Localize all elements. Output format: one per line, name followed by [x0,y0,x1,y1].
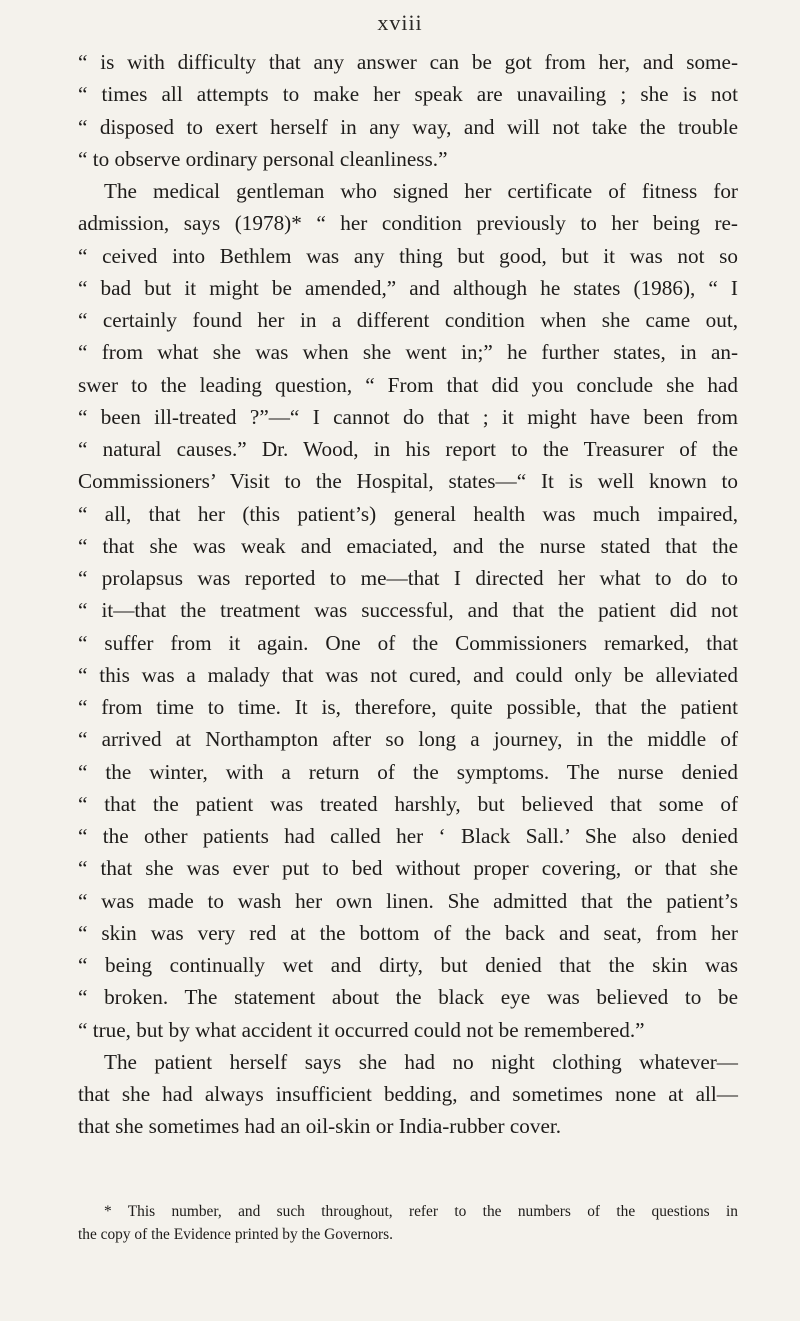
text-line: “ times all attempts to make her speak are unavailing ; she is not [78,82,738,107]
text-line: “ to observe ordinary personal cleanliness.” [78,146,448,171]
footnote [78,1200,738,1246]
text-line: “ that the patient was treated harshly, but believed that some of [78,791,738,816]
text-line: “ bad but it might be amended,” and although he states (1986), “ I [78,275,738,300]
text-line: “ prolapsus was reported to me—that I directed her what to do to [78,566,738,590]
text-line: The patient herself says she had no night clothing whatever— [104,1049,738,1074]
footnote-line: * This number, and such throughout, refer to the numbers of the questions in [104,1203,738,1220]
text-line: that she had always insufficient bedding, and sometimes none at all— [78,1082,738,1106]
text-line: “ it—that the treatment was successful, and that the patient did not [78,598,738,623]
text-line: Commissioners’ Visit to the Hospital, states—“ It is well known to [78,469,738,494]
text-line: “ skin was very red at the bottom of the back and seat, from her [78,920,738,945]
text-line: admission, says (1978)* “ her condition previously to her being re- [78,211,738,236]
text-line: The medical gentleman who signed her certificate of fitness for [104,179,738,203]
text-line: “ being continually wet and dirty, but denied that the skin was [78,953,738,977]
text-line: “ that she was weak and emaciated, and the nurse stated that the [78,533,738,558]
text-line: “ this was a malady that was not cured, and could only be alleviated [78,662,738,687]
text-line: swer to the leading question, “ From that did you conclude she had [78,372,738,397]
text-line: “ was made to wash her own linen. She admitted that the patient’s [78,888,738,913]
text-line: “ the winter, with a return of the symptoms. The nurse denied [78,759,738,784]
body-text [78,46,738,1143]
text-line: “ that she was ever put to bed without proper covering, or that she [78,856,738,881]
text-line: “ is with difficulty that any answer can be got from her, and some- [78,50,738,74]
page-number: xviii [377,10,423,35]
text-line: “ true, but by what accident it occurred could not be remembered.” [78,1017,645,1042]
text-line: “ disposed to exert herself in any way, and will not take the trouble [78,114,738,139]
text-line: “ natural causes.” Dr. Wood, in his report to the Treasurer of the [78,437,738,461]
footnote-line: the copy of the Evidence printed by the Governors. [78,1226,393,1243]
text-line: “ suffer from it again. One of the Commissioners remarked, that [78,630,738,655]
text-line: “ arrived at Northampton after so long a journey, in the middle of [78,727,738,752]
text-line: “ broken. The statement about the black eye was believed to be [78,985,738,1010]
text-line: “ all, that her (this patient’s) general health was much impaired, [78,501,738,526]
text-line: “ the other patients had called her ‘ Black Sall.’ She also denied [78,824,738,848]
text-line: “ been ill-treated ?”—“ I cannot do that ; it might have been from [78,404,738,429]
text-line: “ certainly found her in a different condition when she came out, [78,308,738,332]
text-line: “ from time to time. It is, therefore, quite possible, that the patient [78,695,738,719]
text-line: that she sometimes had an oil-skin or India-rubber cover. [78,1114,562,1139]
text-line: “ ceived into Bethlem was any thing but good, but it was not so [78,243,738,268]
text-line: “ from what she was when she went in;” he further states, in an- [78,340,738,365]
